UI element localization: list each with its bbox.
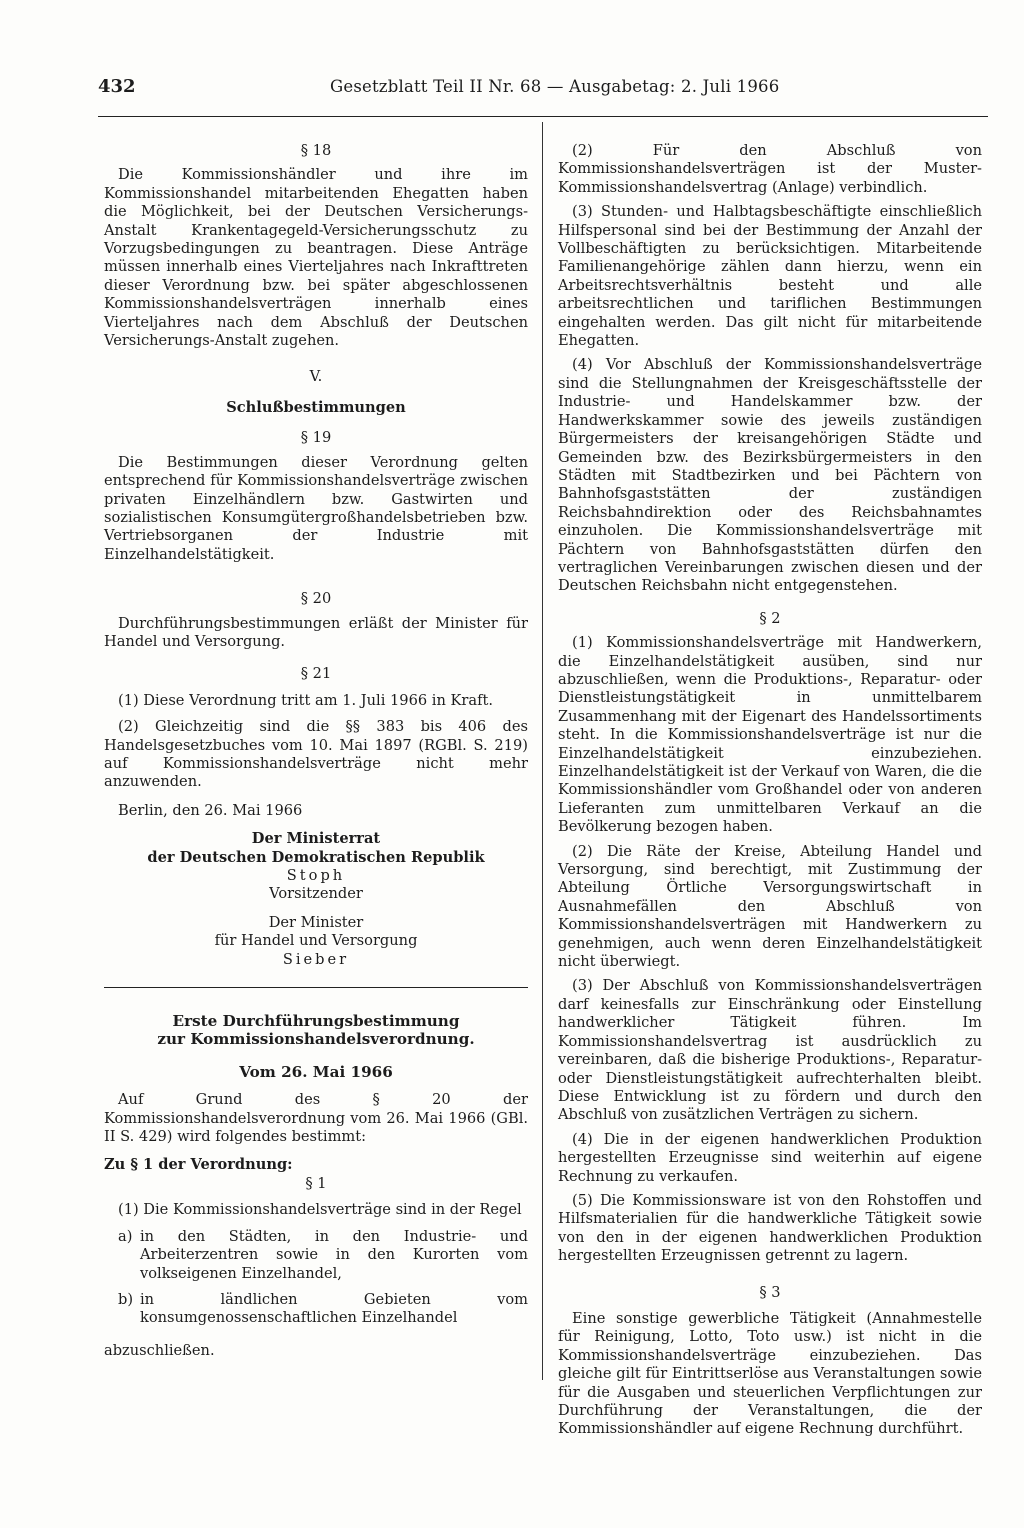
section-heading: § 1 <box>305 1174 327 1192</box>
paragraph: (3) Der Abschluß von Kommissionshandelsverträgen darf keinesfalls zur Einschränkung oder Einstellung handwerklicher Tätigkeit führen. Im Kommissionshandelsvertrag ist ausdrücklich zu vereinbaren, daß die bisherige Produktions-, Reparatur- oder Dienstleistungstätigkeit aufrechterhalten bleibt. Diese Entwicklung ist zu fördern und durch den Abschluß von zusätzlichen Verträgen zu sichern. <box>558 977 982 1124</box>
page-header <box>98 78 988 106</box>
list-item <box>104 1228 528 1283</box>
list-marker: a) <box>118 1227 133 1245</box>
signatory-office: Der Minister <box>268 913 364 931</box>
section-heading: § 3 <box>759 1283 781 1301</box>
section-heading: § 21 <box>300 665 332 683</box>
part-number: V. <box>309 368 323 386</box>
header-rule <box>98 116 988 117</box>
subsection-label: Zu § 1 der Verordnung: <box>104 1156 293 1174</box>
signatory-name: Stoph <box>286 867 346 884</box>
section-heading: § 18 <box>300 142 332 159</box>
part-title: Schlußbestimmungen <box>226 398 406 416</box>
paragraph: (4) Vor Abschluß der Kommissionshandelsverträge sind die Stellungnahmen der Kreisgeschäftsstelle der Industrie- und Handelskammer bzw. der Handwerkskammer sowie des jeweils zuständigen Bürgermeisters der kreisangehörigen Städte und Gemeinden bzw. des Bezirksbürgermeisters in den Städten mit Stadtbezirken und bei Pächtern von Bahnhofsgaststätten der zuständigen Reichsbahndirektion oder des Reichsbahnamtes einzuholen. Die Kommissionshandelsverträge mit Pächtern von Bahnhofsgaststätten dürfen den vertraglichen Vereinbarungen zwischen diesen und der Deutschen Reichsbahn nicht entgegenstehen. <box>558 356 982 595</box>
section-heading: § 19 <box>300 429 332 447</box>
list-marker: b) <box>118 1290 134 1308</box>
signatory-office: für Handel und Versorgung <box>214 932 418 950</box>
paragraph: (3) Stunden- und Halbtagsbeschäftigte einschließlich Hilfspersonal sind bei der Bestimmung der Anzahl der Vollbeschäftigten zu berücksichtigen. Mitarbeitende Familienangehörige zählen dann hierzu, wenn ein Arbeitsrechtsverhältnis besteht und alle arbeitsrechtlichen und tariflichen Bestimmungen eingehalten werden. Das gilt nicht für mitarbeitende Ehegatten. <box>558 203 982 350</box>
paragraph: Die Bestimmungen dieser Verordnung gelten entsprechend für Kommissionshandelsverträge zwischen privaten Einzelhändlern bzw. Gastwirten und sozialistischen Konsumgütergroßhandelsbetrieben bzw. Vertriebsorganen der Industrie mit Einzelhandelstätigkeit. <box>104 453 528 563</box>
document-title: zur Kommissionshandelsverordnung. <box>157 1030 475 1049</box>
paragraph: (1) Kommissionshandelsverträge mit Handwerkern, die Einzelhandelstätigkeit ausüben, sind nur abzuschließen, wenn die Produktions-, Reparatur- oder Dienstleistungstätigkeit in unmittelbarem Zusammenhang mit der Eigenart des Handelssortiments steht. In die Kommissionshandelsverträge ist nur die Einzelhandelstätigkeit einzubeziehen. Einzelhandelstätigkeit ist der Verkauf von Waren, die die Kommissionshändler vom Großhandel oder von anderen Lieferanten zum unmittelbaren Verkauf an die Bevölkerung bezogen haben. <box>558 634 982 836</box>
document-title: Erste Durchführungsbestimmung <box>172 1012 460 1031</box>
paragraph: (2) Die Räte der Kreise, Abteilung Handel und Versorgung, sind berechtigt, mit Zustimmung der Abteilung Örtliche Versorgungswirtschaft in Ausnahmefällen den Abschluß von Kommissionshandelsverträgen mit Handwerkern zu genehmigen, auch wenn deren Einzelhandelstätigkeit nicht überwiegt. <box>558 842 982 971</box>
paragraph: Durchführungsbestimmungen erläßt der Minister für Handel und Versorgung. <box>104 614 528 650</box>
signatory-name: Sieber <box>282 950 350 968</box>
paragraph: Eine sonstige gewerbliche Tätigkeit (Annahmestelle für Reinigung, Lotto, Toto usw.) ist nicht in die Kommissionshandelsverträge einzubeziehen. Das gleiche gilt für Eintrittserlöse aus Veranstaltungen sowie für die Ausgaben und steuerlichen Verpflichtungen zur Durchführung der Veranstaltungen, die der Kommissionshändler auf eigene Rechnung durchführt. <box>558 1309 982 1438</box>
place-date: Berlin, den 26. Mai 1966 <box>118 801 303 819</box>
left-column <box>104 142 528 1360</box>
list-item <box>104 1291 528 1328</box>
paragraph: (2) Gleichzeitig sind die §§ 383 bis 406 des Handelsgesetzbuches vom 10. Mai 1897 (RGBl. S. 219) auf Kommissionshandelsverträge nicht mehr anzuwenden. <box>104 718 528 791</box>
signatory-org: der Deutschen Demokratischen Republik <box>147 848 485 866</box>
signatory-org: Der Ministerrat <box>251 830 381 848</box>
list-text: in ländlichen Gebieten vom konsumgenossenschaftlichen Einzelhandel <box>140 1290 528 1327</box>
preamble: Auf Grund des § 20 der Kommissionshandelsverordnung vom 26. Mai 1966 (GBl. II S. 429) wird folgendes bestimmt: <box>104 1091 528 1146</box>
paragraph: (5) Die Kommissionsware ist von den Rohstoffen und Hilfsmaterialien für die handwerkliche Tätigkeit sowie von den in der eigenen handwerklichen Produktion hergestellten Erzeugnissen getrennt zu lagern. <box>558 1191 982 1265</box>
paragraph: (4) Die in der eigenen handwerklichen Produktion hergestellten Erzeugnisse sind weiterhin auf eigene Rechnung zu verkaufen. <box>558 1130 982 1185</box>
document-date: Vom 26. Mai 1966 <box>239 1062 393 1081</box>
paragraph-end: abzuschließen. <box>104 1341 215 1359</box>
paragraph: (1) Die Kommissionshandelsverträge sind in der Regel <box>118 1201 522 1219</box>
section-heading: § 2 <box>759 609 781 627</box>
list-text: in den Städten, in den Industrie- und Arbeiterzentren sowie in den Kurorten vom volkseigenen Einzelhandel, <box>140 1227 528 1282</box>
paragraph: Die Kommissionshändler und ihre im Kommissionshandel mitarbeitenden Ehegatten haben die Möglichkeit, bei der Deutschen Versicherungs-Anstalt Krankentagegeld-Versicherungsschutz zu Vorzugsbedingungen zu beantragen. Diese Anträge müssen innerhalb eines Vierteljahres nach Inkrafttreten dieser Verordnung bzw. bei später abgeschlossenen Kommissionshandelsverträgen innerhalb eines Vierteljahres nach dem Abschluß der Deutschen Versicherungs-Anstalt zugehen. <box>104 166 528 350</box>
right-column <box>558 142 982 1439</box>
paragraph: (2) Für den Abschluß von Kommissionshandelsverträgen ist der Muster-Kommissionshandelsvertrag (Anlage) verbindlich. <box>558 142 982 196</box>
page-number: 432 <box>98 76 136 97</box>
section-heading: § 20 <box>300 590 332 608</box>
column-divider <box>542 122 543 1380</box>
signatory-role: Vorsitzender <box>269 885 363 903</box>
paragraph: (1) Diese Verordnung tritt am 1. Juli 1966 in Kraft. <box>118 691 493 709</box>
running-title: Gesetzblatt Teil II Nr. 68 — Ausgabetag: 2. Juli 1966 <box>330 77 780 96</box>
